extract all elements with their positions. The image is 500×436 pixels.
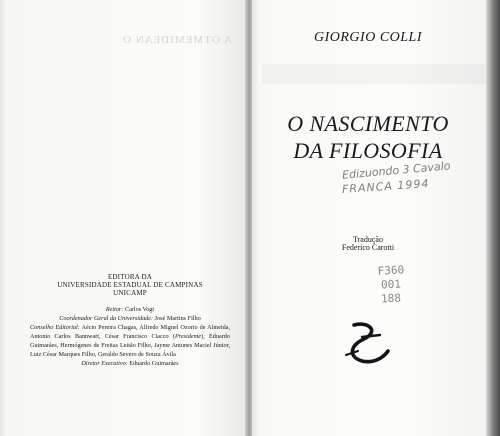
rector-name: Carlos Vogt xyxy=(124,306,155,313)
coordinator-line xyxy=(30,314,230,323)
president-label: Presidente xyxy=(174,333,202,340)
rector-line xyxy=(30,305,230,314)
council-label: Conselho Editorial: xyxy=(30,324,80,331)
book-title xyxy=(252,110,484,164)
title-line: O NASCIMENTO xyxy=(287,111,449,136)
council-members-2: ), Eduardo Guimarães, Hermógenes de Freitas Leitão Filho, Jayme Antunes Maciel Júnior, Luiz César Marques Filho, Geraldo Severo de Souza Ávila xyxy=(30,333,230,358)
publisher-block xyxy=(30,273,230,297)
council-paragraph xyxy=(30,323,230,359)
page-edge-shadow xyxy=(486,0,500,436)
council-members-1: Aécio Pereira Chagas, Alfredo Miguel Ozorio de Almeida, Antonio Carlos Bannwart, César Francisco Ciacco ( xyxy=(30,324,230,340)
author-name: GIORGIO COLLI xyxy=(314,30,422,45)
publisher-line: UNIVERSIDADE ESTADUAL DE CAMPINAS xyxy=(57,281,203,289)
handwritten-note-line-2: FRANCA 1994 xyxy=(341,176,430,197)
bleed-through-shadow xyxy=(262,64,492,84)
director-line xyxy=(30,359,230,368)
title-line: DA FILOSOFIA xyxy=(293,138,443,163)
director-name: Eduardo Guimarães xyxy=(129,360,179,367)
rector-label: Reitor: xyxy=(105,306,124,313)
coordinator-name: José Martins Filho xyxy=(154,315,201,322)
director-label: Diretor Executivo: xyxy=(81,360,128,367)
call-number-line: 001 xyxy=(380,277,402,292)
handwritten-call-number xyxy=(366,264,416,306)
left-page xyxy=(0,0,247,436)
translation-label: Tradução xyxy=(353,235,383,244)
publisher-logo-icon xyxy=(340,317,392,369)
bleed-through-text: A OTMEMIDEAN O xyxy=(122,34,232,46)
publisher-line: EDITORA DA xyxy=(107,273,153,281)
publisher-line: UNICAMP xyxy=(113,289,147,297)
editorial-credits xyxy=(30,305,230,368)
translator-name: Federico Carotti xyxy=(341,243,395,252)
call-number-line: 188 xyxy=(380,291,402,306)
handwritten-note-line-1: Edizuondo 3 Cavalo xyxy=(341,159,451,182)
coordinator-label: Coordenador Geral da Universidade: xyxy=(59,315,154,322)
call-number-line: F360 xyxy=(377,263,405,278)
